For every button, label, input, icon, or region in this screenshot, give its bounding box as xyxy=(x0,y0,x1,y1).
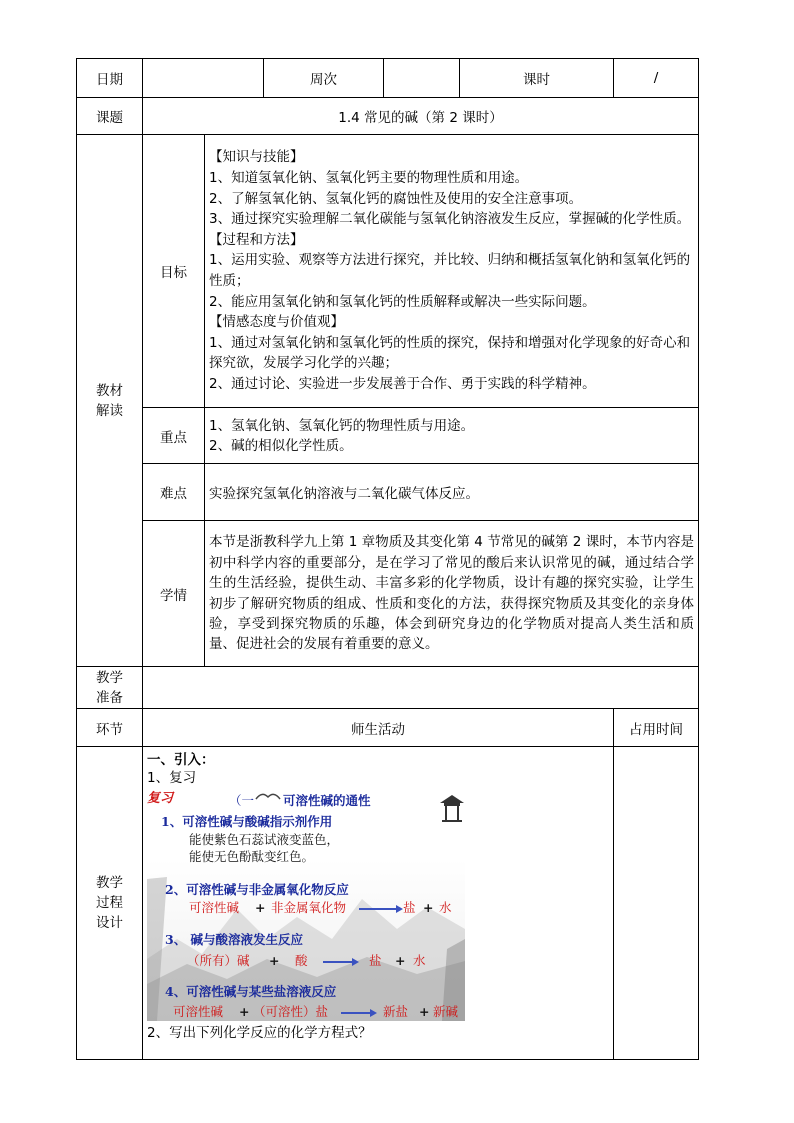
activity-header: 师生活动 xyxy=(143,709,614,747)
point1-line2: 能使无色酚酞变红色。 xyxy=(189,849,315,864)
point1-title: 1、可溶性碱与酸碱指示剂作用 xyxy=(161,814,333,829)
point1-line1: 能使紫色石蕊试液变蓝色， xyxy=(189,832,340,847)
equation-task: 2、写出下列化学反应的化学方程式？ xyxy=(147,1025,372,1041)
key-content xyxy=(205,408,699,464)
point3-product1: 盐 xyxy=(369,953,382,968)
point4-reactant1: 可溶性碱 xyxy=(173,1004,224,1019)
design-label-text: 教学过程设计 xyxy=(96,875,123,931)
point3-arrow xyxy=(323,961,353,963)
period-value: / xyxy=(614,59,699,98)
slide-title-prefix: （一 xyxy=(229,793,255,808)
point3-title: 3、 碱与酸溶液发生反应 xyxy=(165,932,304,947)
topic-value: 1.4 常见的碱（第 2 课时） xyxy=(143,98,699,135)
goals-line: 【过程和方法】 xyxy=(209,231,304,248)
point3-plus1: + xyxy=(269,953,280,968)
point3-product2: 水 xyxy=(413,953,426,968)
point2-reactant1: 可溶性碱 xyxy=(189,900,240,915)
design-label xyxy=(77,747,143,1060)
time-header: 占用时间 xyxy=(614,709,699,747)
topic-label: 课题 xyxy=(77,98,143,135)
design-content xyxy=(143,747,614,1060)
point4-product2: 新碱 xyxy=(433,1004,459,1019)
point2-title: 2、可溶性碱与非金属氧化物反应 xyxy=(165,882,349,897)
pavilion-icon xyxy=(439,793,465,823)
goals-line: 【知识与技能】 xyxy=(209,149,304,166)
goals-line: 2、通过讨论、实验进一步发展善于合作、勇于实践的科学精神。 xyxy=(209,375,596,392)
goals-line: 2、能应用氢氧化钠和氢氧化钙的性质解释或解决一些实际问题。 xyxy=(209,293,596,310)
review-slide-image xyxy=(147,789,465,1021)
point4-title: 4、可溶性碱与某些盐溶液反应 xyxy=(165,984,337,999)
week-value xyxy=(384,59,460,98)
prep-content xyxy=(143,667,699,709)
point4-plus1: + xyxy=(239,1004,250,1019)
situation-content: 本节是浙教科学九上第 1 章物质及其变化第 4 节常见的碱第 2 课时，本节内容是初中科学内容的重要部分，是在学习了常见的酸后来认识常见的碱，通过结合学生的生活经验，提供生动、丰富多彩的化学物质，设计有趣的探究实验，让学生初步了解研究物质的组成、性质和变化的方法，获得探究物质及其变化的亲身体验，享受到探究物质的乐趣，体会到研究身边的化学物质对提高人类生活和质量、促进社会的发展有着重要的意义。 xyxy=(205,521,699,667)
key-label: 重点 xyxy=(143,408,205,464)
goals-line: 3、通过探究实验理解二氧化碳能与氢氧化钠溶液发生反应，掌握碱的化学性质。 xyxy=(209,211,691,228)
lesson-plan-table xyxy=(76,58,699,1060)
slide-title: 可溶性碱的通性 xyxy=(283,793,371,808)
goals-label: 目标 xyxy=(143,135,205,408)
goals-line: 2、了解氢氧化钠、氢氧化钙的腐蚀性及使用的安全注意事项。 xyxy=(209,190,583,207)
goals-line: 1、知道氢氧化钠、氢氧化钙主要的物理性质和用途。 xyxy=(209,170,529,187)
difficulty-content: 实验探究氢氧化钠溶液与二氧化碳气体反应。 xyxy=(205,464,699,521)
key-line: 1、氢氧化钠、氢氧化钙的物理性质与用途。 xyxy=(209,417,475,434)
section-intro-heading: 一、引入： xyxy=(147,752,215,768)
point2-plus1: + xyxy=(255,900,266,915)
point3-reactant1: （所有）碱 xyxy=(187,953,250,968)
period-label: 课时 xyxy=(460,59,614,98)
point4-product1: 新盐 xyxy=(383,1004,409,1019)
point2-product2: 水 xyxy=(439,900,452,915)
goals-line: 1、运用实验、观察等方法进行探究，并比较、归纳和概括氢氧化钠和氢氧化钙的性质； xyxy=(209,252,691,289)
point4-reactant2: （可溶性）盐 xyxy=(253,1004,329,1019)
week-label: 周次 xyxy=(264,59,384,98)
prep-label xyxy=(77,667,143,709)
goals-content xyxy=(205,135,699,408)
point4-plus2: + xyxy=(419,1004,430,1019)
bird-icon xyxy=(255,791,281,803)
prep-label-text: 教学准备 xyxy=(96,669,123,706)
phase-header: 环节 xyxy=(77,709,143,747)
point3-reactant2: 酸 xyxy=(295,953,308,968)
point2-product1: 盐 xyxy=(403,900,416,915)
goals-line: 【情感态度与价值观】 xyxy=(209,314,344,331)
point4-arrow xyxy=(341,1012,371,1014)
date-label: 日期 xyxy=(77,59,143,98)
slide-fuxi-label: 复习 xyxy=(147,791,174,806)
point2-plus2: + xyxy=(423,900,434,915)
review-item: 1、复习 xyxy=(147,770,197,786)
point2-arrow xyxy=(359,908,397,910)
difficulty-label: 难点 xyxy=(143,464,205,521)
situation-label: 学情 xyxy=(143,521,205,667)
point3-plus2: + xyxy=(395,953,406,968)
analysis-label-text: 教材解读 xyxy=(96,382,123,419)
point2-reactant2: 非金属氧化物 xyxy=(271,900,347,915)
goals-line: 1、通过对氢氧化钠和氢氧化钙的性质的探究，保持和增强对化学现象的好奇心和探究欲，发展学习化学的兴趣； xyxy=(209,334,691,372)
time-content xyxy=(614,747,699,1060)
date-value xyxy=(143,59,264,98)
analysis-label xyxy=(77,135,143,667)
key-line: 2、碱的相似化学性质。 xyxy=(209,437,353,454)
